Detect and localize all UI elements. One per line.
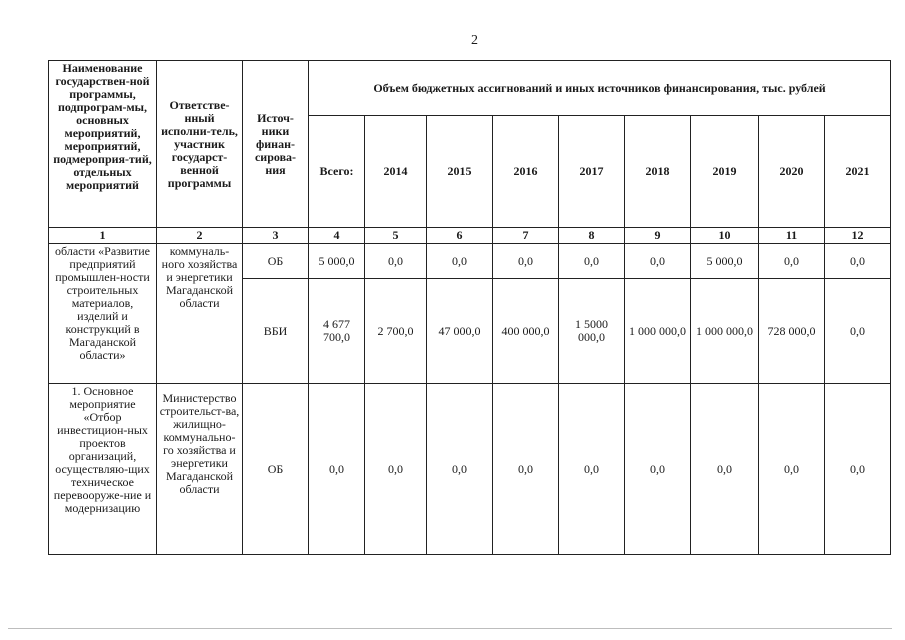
page-number: 2 xyxy=(471,33,478,48)
value-cell: 5 000,0 xyxy=(691,244,759,279)
source-cell: ОБ xyxy=(243,244,309,279)
column-number: 6 xyxy=(427,228,493,244)
column-number: 11 xyxy=(759,228,825,244)
header-year: 2020 xyxy=(759,116,825,228)
column-number: 1 xyxy=(49,228,157,244)
value-cell: 0,0 xyxy=(493,384,559,555)
header-year: 2017 xyxy=(559,116,625,228)
value-cell: 0,0 xyxy=(825,279,891,384)
program-name-cell: 1. Основное мероприятие «Отбор инвестицион-ных проектов организаций, осуществляю-щих техническое перевооруже-ние и модернизацию xyxy=(49,384,157,555)
column-number: 5 xyxy=(365,228,427,244)
total-cell: 0,0 xyxy=(309,384,365,555)
value-cell: 0,0 xyxy=(427,384,493,555)
value-cell: 1 000 000,0 xyxy=(625,279,691,384)
column-number: 3 xyxy=(243,228,309,244)
header-year: 2014 xyxy=(365,116,427,228)
table-row xyxy=(49,244,891,279)
executor-cell: коммуналь-ного хозяйства и энергетики Магаданской области xyxy=(157,244,243,384)
column-number: 8 xyxy=(559,228,625,244)
source-cell: ВБИ xyxy=(243,279,309,384)
total-cell: 5 000,0 xyxy=(309,244,365,279)
executor-cell: Министерство строительст-ва, жилищно-коммунально-го хозяйства и энергетики Магаданской области xyxy=(157,384,243,555)
value-cell: 0,0 xyxy=(365,384,427,555)
value-cell: 0,0 xyxy=(427,244,493,279)
value-cell: 1 000 000,0 xyxy=(691,279,759,384)
value-cell: 47 000,0 xyxy=(427,279,493,384)
header-year: 2016 xyxy=(493,116,559,228)
header-source: Источ-ники финан-сирова-ния xyxy=(243,61,309,228)
header-year: 2021 xyxy=(825,116,891,228)
table-row xyxy=(49,384,891,555)
program-name-cell: области «Развитие предприятий промышлен-ности строительных материалов, изделий и конструкций в Магаданской области» xyxy=(49,244,157,384)
value-cell: 400 000,0 xyxy=(493,279,559,384)
header-total: Всего: xyxy=(309,116,365,228)
value-cell: 0,0 xyxy=(759,244,825,279)
total-cell: 4 677 700,0 xyxy=(309,279,365,384)
column-number: 10 xyxy=(691,228,759,244)
budget-table xyxy=(48,60,891,555)
source-cell: ОБ xyxy=(243,384,309,555)
value-cell: 0,0 xyxy=(493,244,559,279)
column-number: 2 xyxy=(157,228,243,244)
value-cell: 0,0 xyxy=(625,244,691,279)
value-cell: 0,0 xyxy=(559,384,625,555)
value-cell: 0,0 xyxy=(625,384,691,555)
value-cell: 0,0 xyxy=(825,244,891,279)
value-cell: 0,0 xyxy=(691,384,759,555)
value-cell: 728 000,0 xyxy=(759,279,825,384)
value-cell: 0,0 xyxy=(365,244,427,279)
header-year: 2015 xyxy=(427,116,493,228)
column-number: 4 xyxy=(309,228,365,244)
value-cell: 0,0 xyxy=(759,384,825,555)
value-cell: 2 700,0 xyxy=(365,279,427,384)
header-year: 2018 xyxy=(625,116,691,228)
scan-edge-line xyxy=(8,628,892,629)
header-volume: Объем бюджетных ассигнований и иных источников финансирования, тыс. рублей xyxy=(309,61,891,116)
header-name: Наименование государствен-ной программы, подпрограм-мы, основных мероприятий, мероприятий, подмероприя-тий, отдельных мероприятий xyxy=(49,61,157,228)
value-cell: 1 5000 000,0 xyxy=(559,279,625,384)
header-executor: Ответстве-нный исполни-тель, участник государст-венной программы xyxy=(157,61,243,228)
column-number: 12 xyxy=(825,228,891,244)
column-number: 9 xyxy=(625,228,691,244)
column-number: 7 xyxy=(493,228,559,244)
header-year: 2019 xyxy=(691,116,759,228)
value-cell: 0,0 xyxy=(559,244,625,279)
value-cell: 0,0 xyxy=(825,384,891,555)
